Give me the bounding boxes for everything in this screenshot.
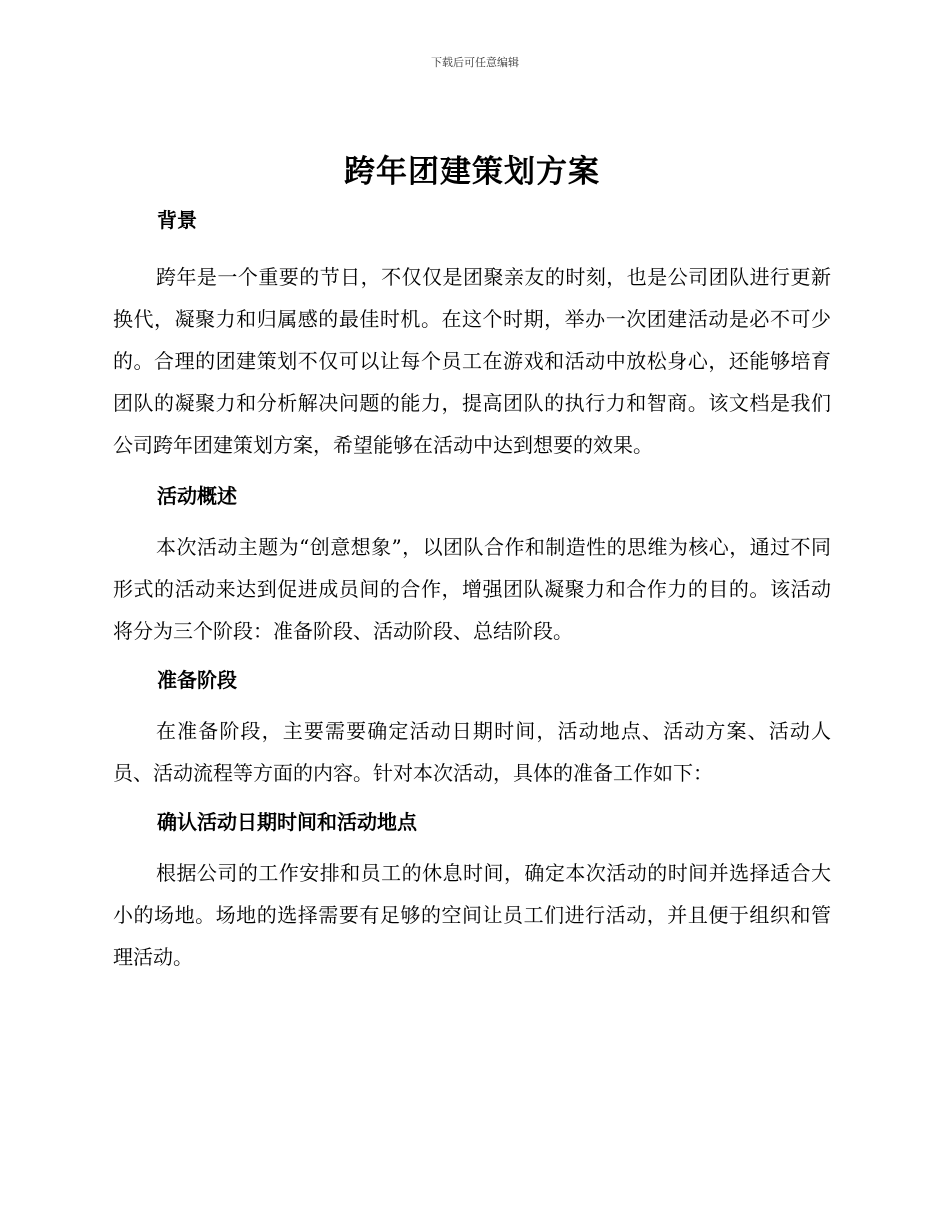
section-heading-background: 背景 bbox=[157, 208, 197, 232]
section-paragraph-preparation: 在准备阶段，主要需要确定活动日期时间，活动地点、活动方案、活动人员、活动流程等方面的内容。针对本次活动，具体的准备工作如下： bbox=[113, 719, 831, 785]
document-title: 跨年团建策划方案 bbox=[344, 154, 600, 190]
header-note: 下载后可任意编辑 bbox=[431, 56, 519, 69]
document-body bbox=[113, 150, 831, 978]
section-heading-confirm-date-venue: 确认活动日期时间和活动地点 bbox=[157, 810, 417, 834]
section-paragraph-overview: 本次活动主题为“创意想象”，以团队合作和制造性的思维为核心，通过不同形式的活动来达到促进成员间的合作，增强团队凝聚力和合作力的目的。该活动将分为三个阶段：准备阶段、活动阶段、总结阶段。 bbox=[113, 535, 831, 643]
section-heading-preparation: 准备阶段 bbox=[157, 668, 237, 692]
section-paragraph-background: 跨年是一个重要的节日，不仅仅是团聚亲友的时刻，也是公司团队进行更新换代，凝聚力和归属感的最佳时机。在这个时期，举办一次团建活动是必不可少的。合理的团建策划不仅可以让每个员工在游戏和活动中放松身心，还能够培育团队的凝聚力和分析解决问题的能力，提高团队的执行力和智商。该文档是我们公司跨年团建策划方案，希望能够在活动中达到想要的效果。 bbox=[113, 265, 831, 457]
section-heading-overview: 活动概述 bbox=[157, 484, 237, 508]
section-paragraph-confirm-date-venue: 根据公司的工作安排和员工的休息时间，确定本次活动的时间并选择适合大小的场地。场地的选择需要有足够的空间让员工们进行活动，并且便于组织和管理活动。 bbox=[113, 861, 831, 969]
